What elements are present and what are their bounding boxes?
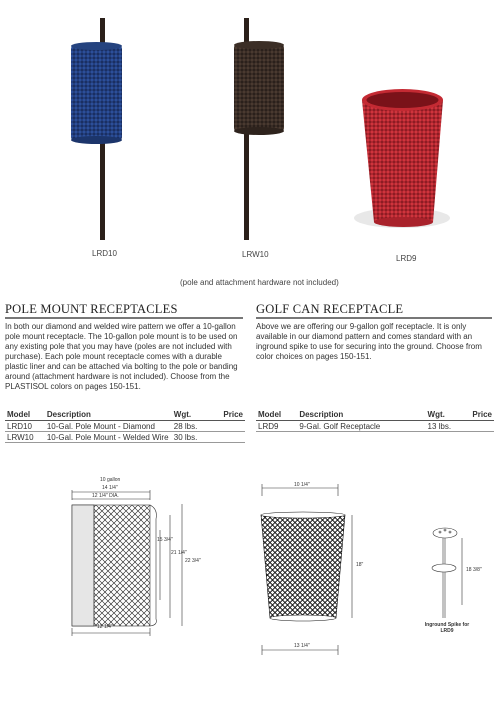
dim-capacity: 10 gallon	[100, 477, 121, 483]
table-header-row	[256, 409, 494, 421]
table-row	[256, 421, 494, 432]
golf-can-divider	[256, 317, 492, 319]
cell-weight: 28 lbs.	[172, 421, 222, 432]
dim-top-width: 14 1/4"	[102, 485, 118, 491]
dim-golf-height: 18"	[356, 562, 364, 568]
dim-inner-height: 15 3/4"	[157, 537, 173, 543]
lrd9-photo	[354, 89, 450, 228]
col-price: Price	[472, 410, 492, 419]
col-weight: Wgt.	[426, 409, 471, 421]
pole-mount-description: In both our diamond and welded wire pattern we offer a 10-gallon pole mount receptacle. The 10-gallon pole mount is to be used on any existing pole that you may have (poles are not included with purchase). Each pole mount receptacle comes with a durable plastic liner and can be attached via bolting to the pole or banding around (attachment hardware is not included). Choose from the PLASTISOL colors on pages 150-151.	[5, 322, 238, 391]
table-row	[5, 432, 245, 443]
dim-diameter: 12 1/4" DIA.	[92, 493, 119, 499]
golf-can-title: GOLF CAN RECEPTACLE	[256, 302, 404, 316]
cell-description: 9-Gal. Golf Receptacle	[297, 421, 425, 432]
dim-mid-height: 21 1/4"	[171, 550, 187, 556]
cell-weight: 13 lbs.	[426, 421, 471, 432]
pole-mount-title: POLE MOUNT RECEPTACLES	[5, 302, 178, 316]
technical-drawings	[0, 460, 496, 685]
cell-model: LRW10	[5, 432, 45, 443]
product-label-lrd10: LRD10	[92, 249, 117, 258]
golf-can-description: Above we are offering our 9-gallon golf receptacle. It is only available in our diamond pattern and comes standard with an inground spike to use for securing into the ground. Choose from color choices on pages 150-151.	[256, 322, 482, 361]
cell-price	[221, 432, 245, 443]
product-label-lrd9: LRD9	[396, 254, 417, 263]
col-model: Model	[256, 409, 297, 421]
inground-spike-label: Inground Spike for LRD9	[424, 622, 470, 634]
cell-model: LRD10	[5, 421, 45, 432]
cell-description: 10-Gal. Pole Mount - Diamond	[45, 421, 172, 432]
lrd10-photo	[71, 18, 122, 240]
cell-price	[470, 421, 494, 432]
table-header-row	[5, 409, 245, 421]
col-description: Description	[45, 409, 172, 421]
dim-spike-height: 18 3/8"	[466, 567, 482, 573]
col-price: Price	[223, 410, 243, 419]
hardware-note: (pole and attachment hardware not included)	[180, 278, 339, 287]
pole-mount-divider	[5, 317, 243, 319]
golf-can-spec-table	[256, 409, 494, 432]
cell-weight: 30 lbs.	[172, 432, 222, 443]
dim-bottom-width: 12 1/4"	[97, 624, 113, 630]
dim-total-height: 22 3/4"	[185, 558, 201, 564]
cell-model: LRD9	[256, 421, 297, 432]
pole-mount-spec-table	[5, 409, 245, 443]
lrw10-photo	[234, 18, 284, 240]
col-description: Description	[297, 409, 425, 421]
col-weight: Wgt.	[172, 409, 222, 421]
product-label-lrw10: LRW10	[242, 250, 269, 259]
cell-description: 10-Gal. Pole Mount - Welded Wire	[45, 432, 172, 443]
dim-golf-bottom-width: 13 1/4"	[294, 643, 310, 649]
col-model: Model	[5, 409, 45, 421]
cell-price	[221, 421, 245, 432]
dim-golf-top-width: 10 1/4"	[294, 482, 310, 488]
table-row	[5, 421, 245, 432]
